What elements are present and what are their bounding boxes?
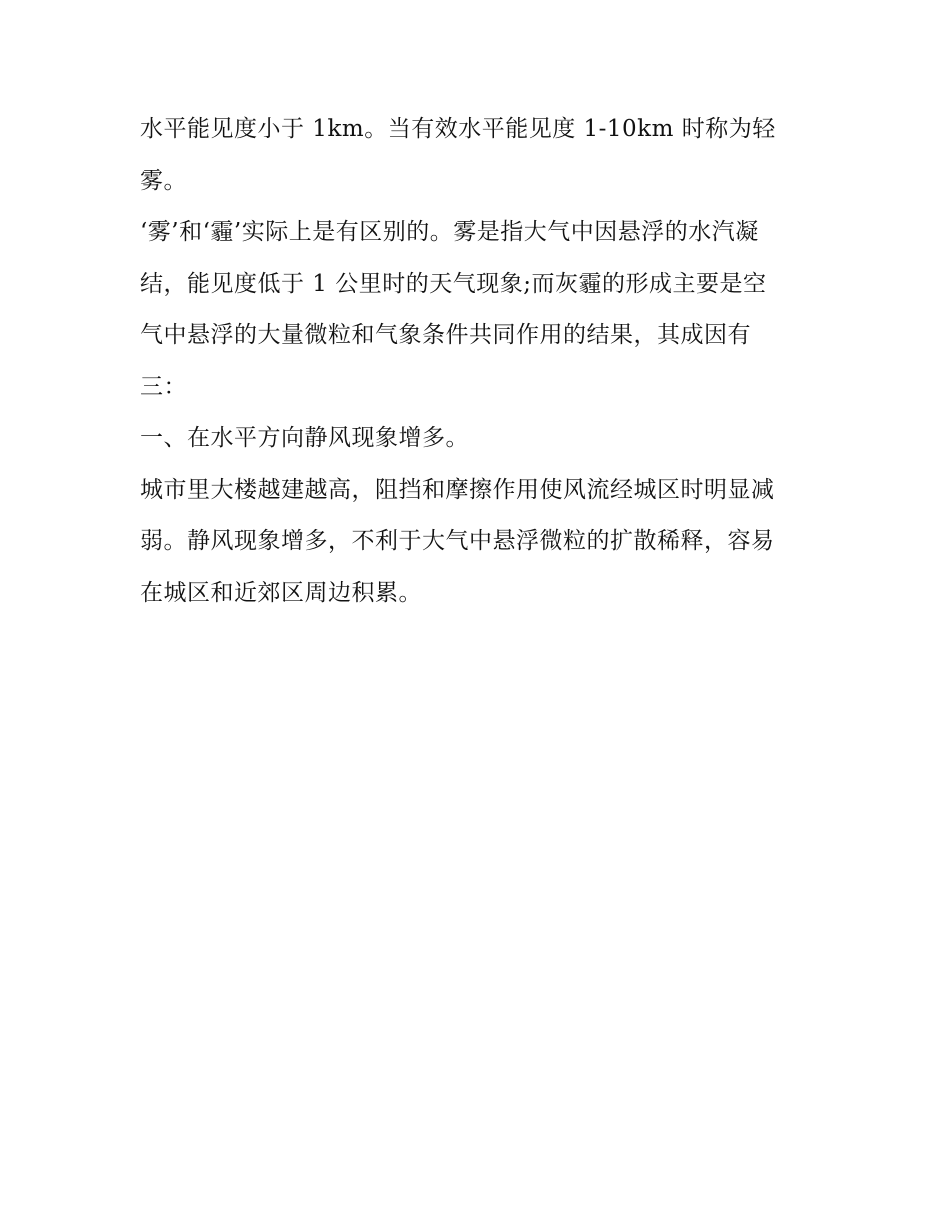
text-line: 弱。静风现象增多，不利于大气中悬浮微粒的扩散稀释，容易 (140, 528, 775, 554)
text-line: 雾。 (140, 167, 187, 194)
text-line: 城市里大楼越建越高，阻挡和摩擦作用使风流经城区时明显减 (140, 476, 775, 503)
text-line: 结，能见度低于 1 公里时的天气现象;而灰霾的形成主要是空 (140, 270, 767, 297)
document-body (140, 104, 820, 619)
text-line: ‘雾’和‘霾’实际上是有区别的。雾是指大气中因悬浮的水汽凝 (140, 219, 759, 245)
text-line: 在城区和近郊区周边积累。 (140, 579, 422, 606)
text-line: 水平能见度小于 1km。当有效水平能见度 1-10km 时称为轻 (140, 116, 776, 142)
text-line: 气中悬浮的大量微粒和气象条件共同作用的结果，其成因有 (140, 322, 751, 348)
text-line: 三： (140, 373, 187, 400)
section-heading: 一、在水平方向静风现象增多。 (140, 425, 469, 451)
